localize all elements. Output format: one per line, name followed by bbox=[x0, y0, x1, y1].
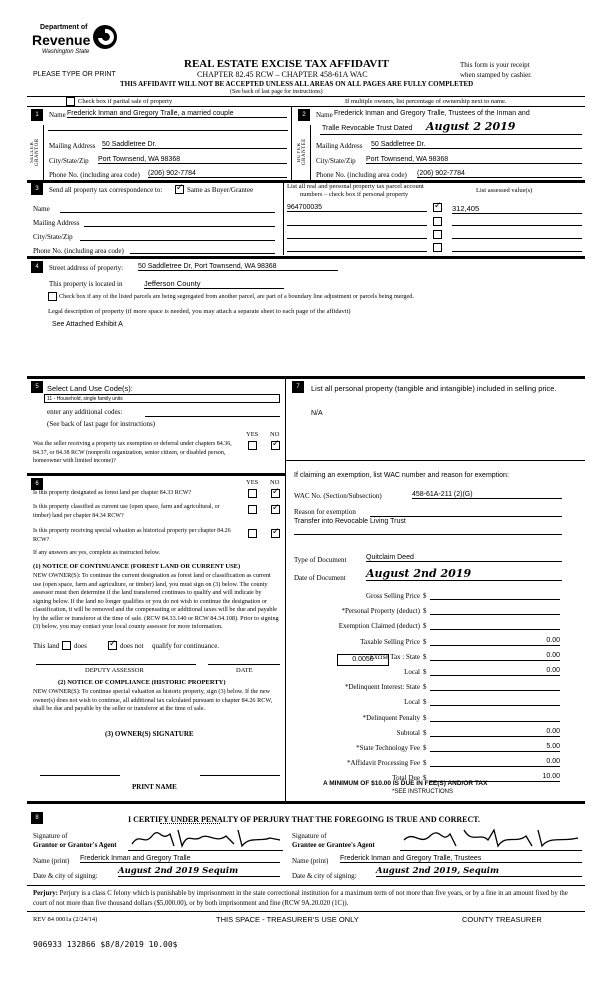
s7-exemption-label: If claiming an exemption, list WAC number and reason for exemption: bbox=[294, 472, 509, 479]
tax-row-dollar: $ bbox=[423, 653, 427, 661]
section-4-number: 4 bbox=[31, 261, 43, 273]
s7-minimum-1: A MINIMUM OF $10.00 IS DUE IN FEE(S) AND/OR TAX bbox=[323, 780, 488, 787]
s7-wac-field[interactable]: 458-61A-211 (2)(G) bbox=[412, 491, 562, 499]
s6-owner-sig: (3) OWNER(S) SIGNATURE bbox=[105, 730, 194, 738]
parcel-3-personal-checkbox[interactable] bbox=[433, 230, 442, 239]
parcel-4-personal-checkbox[interactable] bbox=[433, 243, 442, 252]
rev-number: REV 84 0001a (2/24/14) bbox=[33, 916, 98, 923]
parcel-header-2: numbers – check box if personal property bbox=[300, 191, 409, 198]
s2-name-label: Name bbox=[316, 111, 333, 119]
form-title: REAL ESTATE EXCISE TAX AFFIDAVIT bbox=[184, 58, 389, 70]
s6-question-3: Is this property receiving special valuation as historical property per chapter 84.26 RCW? bbox=[33, 528, 231, 543]
s4-located-field[interactable]: Jefferson County bbox=[144, 279, 284, 289]
s5-q1-yes-checkbox[interactable] bbox=[248, 441, 257, 450]
tax-row-value[interactable] bbox=[430, 591, 560, 600]
tax-row-value[interactable] bbox=[430, 606, 560, 615]
s7-wac-label: WAC No. (Section/Subsection) bbox=[294, 492, 382, 500]
perjury-notice bbox=[33, 889, 583, 909]
assessed-header: List assessed value(s) bbox=[476, 187, 533, 194]
tax-row-dollar: $ bbox=[423, 622, 427, 630]
s2-name-field[interactable]: Frederick Inman and Gregory Tralle, Trustees of the Inman and bbox=[334, 110, 530, 117]
same-as-buyer-checkbox[interactable] bbox=[175, 185, 184, 194]
s1-phone-label: Phone No. (including area code) bbox=[49, 171, 140, 179]
tax-row-label: *Delinquent Penalty bbox=[362, 714, 420, 722]
s2-trust-date-handwritten: August 2 2019 bbox=[426, 120, 516, 133]
s6-question-2: Is this property classified as current use (open space, farm and agricultural, or timber) land per chapter 84.34 RCW? bbox=[33, 504, 220, 519]
s8-sig-grantee-1: Signature of bbox=[292, 832, 327, 840]
s4-located-label: This property is located in bbox=[49, 280, 123, 288]
tax-row-value[interactable] bbox=[430, 621, 560, 630]
tax-row-value[interactable]: 5.00 bbox=[430, 743, 560, 752]
s5-q1-no-checkbox[interactable] bbox=[271, 441, 280, 450]
s6-q3-yes-checkbox[interactable] bbox=[248, 529, 257, 538]
tax-row-label: Local bbox=[404, 698, 420, 706]
parcel-2-personal-checkbox[interactable] bbox=[433, 217, 442, 226]
tax-row-label: *Delinquent Interest: State bbox=[344, 683, 420, 691]
please-type: PLEASE TYPE OR PRINT bbox=[33, 71, 116, 78]
s8-sig-grantee-2: Grantee or Grantee's Agent bbox=[292, 841, 375, 849]
grantor-print-name[interactable]: Frederick Inman and Gregory Tralle bbox=[80, 855, 280, 863]
receipt-line2: when stamped by cashier. bbox=[460, 71, 532, 79]
s7-list-label: List all personal property (tangible and intangible) included in selling price. bbox=[311, 384, 557, 393]
tax-row-dollar: $ bbox=[423, 698, 427, 706]
county-treasurer: COUNTY TREASURER bbox=[462, 915, 542, 924]
s6-notice2-title: (2) NOTICE OF COMPLIANCE (HISTORIC PROPERTY) bbox=[58, 679, 226, 686]
s6-q3-no-checkbox[interactable] bbox=[271, 529, 280, 538]
tax-row-label: *Affidavit Processing Fee bbox=[347, 759, 420, 767]
s1-mailing-field[interactable]: 50 Saddletree Dr. bbox=[102, 141, 287, 149]
s2-city-field[interactable]: Port Townsend, WA 98368 bbox=[366, 156, 582, 164]
section-1-number: 1 bbox=[31, 109, 43, 121]
s6-notice1-title: (1) NOTICE OF CONTINUANCE (FOREST LAND OR CURRENT USE) bbox=[33, 563, 241, 570]
form-chapters: CHAPTER 82.45 RCW – CHAPTER 458-61A WAC bbox=[197, 70, 368, 79]
land-use-select[interactable]: 11 - Household, single family units bbox=[44, 394, 280, 403]
tax-row-value[interactable]: 0.00 bbox=[430, 728, 560, 737]
parcel-header-1: List all real and personal property tax parcel account bbox=[287, 183, 424, 190]
seller-grantor-label: SELLER GRANTOR bbox=[30, 138, 40, 166]
tax-row-value[interactable] bbox=[430, 682, 560, 691]
section-3-number: 3 bbox=[31, 183, 43, 195]
s3-send-label: Send all property tax correspondence to: bbox=[49, 186, 163, 194]
tax-row-dollar: $ bbox=[423, 759, 427, 767]
s6-date: DATE bbox=[236, 667, 253, 674]
grantee-signature[interactable] bbox=[402, 826, 580, 850]
tax-row-dollar: $ bbox=[423, 714, 427, 722]
s7-type-label: Type of Document bbox=[294, 556, 347, 564]
s6-q2-no-checkbox[interactable] bbox=[271, 505, 280, 514]
s6-yes: YES bbox=[246, 479, 259, 486]
s7-date-label: Date of Document bbox=[294, 574, 346, 582]
see-back: (See back of last page for instructions) bbox=[230, 89, 323, 95]
perjury-text: Perjury is a class C felony which is punishable by imprisonment in the state correctional institution for a maximum term of not more than five years, or by a fine in an amount fixed by the court of not more than five thousand dollars ($5,000.00), or by both imprisonment and fine (RCW 9A.20.020 (1C)). bbox=[33, 890, 568, 907]
tax-row-label: Subtotal bbox=[396, 729, 420, 737]
tax-row-dollar: $ bbox=[423, 607, 427, 615]
s4-street-field[interactable]: 50 Saddletree Dr, Port Townsend, WA 98368 bbox=[138, 263, 338, 271]
s5-yes: YES bbox=[246, 431, 259, 438]
partial-sale-checkbox[interactable] bbox=[66, 97, 75, 106]
s1-name-field[interactable]: Frederick Inman and Gregory Tralle, a married couple bbox=[67, 110, 287, 118]
partial-sale-label: Check box if partial sale of property bbox=[78, 98, 173, 105]
tax-row-label: Total Due bbox=[392, 774, 420, 782]
s8-name-print-2: Name (print) bbox=[292, 857, 329, 865]
s4-legal-field[interactable]: See Attached Exhibit A bbox=[52, 321, 123, 328]
tax-row-dollar: $ bbox=[423, 744, 427, 752]
s8-date-city-1: Date & city of signing: bbox=[33, 872, 98, 880]
s4-street-label: Street address of property: bbox=[49, 264, 124, 272]
tax-row-dollar: $ bbox=[423, 668, 427, 676]
dept-line1: Department of bbox=[40, 24, 88, 31]
tax-row-value[interactable]: 0.00 bbox=[430, 652, 560, 661]
s6-this-land: This land bbox=[33, 642, 60, 650]
section-5-number: 5 bbox=[31, 381, 43, 393]
multiple-owners-note: If multiple owners, list percentage of ownership next to name. bbox=[345, 98, 507, 105]
s6-no: NO bbox=[270, 479, 280, 486]
s1-mailing-label: Mailing Address bbox=[49, 142, 96, 150]
grantor-signature[interactable] bbox=[130, 826, 285, 850]
s1-phone-field[interactable]: (206) 902-7784 bbox=[148, 170, 287, 178]
s4-legal-label: Legal description of property (if more space is needed, you may attach a separate sheet to each page of the affidavit) bbox=[48, 308, 351, 315]
tax-row-value[interactable] bbox=[430, 713, 560, 722]
s6-deputy: DEPUTY ASSESSOR bbox=[85, 667, 144, 674]
s7-reason-field[interactable]: Transfer into Revocable Living Trust bbox=[294, 518, 406, 525]
s3-city-label: City/State/Zip bbox=[33, 233, 73, 241]
s6-notice2-body: NEW OWNER(S): To continue special valuation as historic property, sign (3) below. If the new owner(s) does not wish to continue, all additional tax calculated pursuant to chapter 84.26 RCW, shall be due and payable by the seller or transferor at the time of sale. bbox=[33, 688, 273, 712]
warning: THIS AFFIDAVIT WILL NOT BE ACCEPTED UNLESS ALL AREAS ON ALL PAGES ARE FULLY COMPLETED bbox=[120, 80, 474, 88]
tax-row-label: *State Technology Fee bbox=[356, 744, 420, 752]
s8-date-city-2: Date & city of signing: bbox=[292, 872, 357, 880]
cashier-stamp: 906933 132866 $8/8/2019 10.00$ bbox=[33, 940, 178, 949]
s3-mailing-label: Mailing Address bbox=[33, 219, 80, 227]
tax-row-label: Taxable Selling Price bbox=[360, 638, 420, 646]
tax-row-dollar: $ bbox=[423, 683, 427, 691]
s7-minimum-2: *SEE INSTRUCTIONS bbox=[392, 789, 454, 795]
s3-phone-label: Phone No. (including area code) bbox=[33, 247, 124, 255]
s1-city-label: City/State/Zip bbox=[49, 157, 89, 165]
land-does-checkbox[interactable] bbox=[62, 641, 71, 650]
assessed-1[interactable]: 312,405 bbox=[452, 204, 582, 214]
revenue-swirl-icon bbox=[92, 24, 118, 50]
s5-additional-label: enter any additional codes: bbox=[47, 408, 123, 416]
s2-name-field-2[interactable]: Tralle Revocable Trust Dated bbox=[322, 125, 413, 132]
s8-name-print-1: Name (print) bbox=[33, 857, 70, 865]
s8-sig-grantor-1: Signature of bbox=[33, 832, 68, 840]
s2-phone-label: Phone No. (including area code) bbox=[316, 171, 407, 179]
dept-line2: Revenue bbox=[32, 32, 91, 48]
s6-question-1: Is this property designated as forest land per chapter 84.33 RCW? bbox=[33, 490, 192, 496]
land-does-not-checkbox[interactable] bbox=[108, 641, 117, 650]
tax-row-value[interactable]: 0.00 bbox=[430, 637, 560, 646]
s5-question-1: Was the seller receiving a property tax exemption or deferral under chapters 84.36, 84.37, or 84.38 RCW (nonprofit organization, senior citizen, or disabled person, homeowner with limited income)? bbox=[33, 441, 232, 464]
s8-sig-grantor-2: Grantor or Grantor's Agent bbox=[33, 841, 117, 849]
s1-city-field[interactable]: Port Townsend, WA 98368 bbox=[98, 156, 287, 164]
tax-row-dollar: $ bbox=[423, 774, 427, 782]
tax-row-value[interactable]: 0.00 bbox=[430, 758, 560, 767]
s6-qualify: qualify for continuance. bbox=[152, 642, 220, 650]
perjury-bold: Perjury: bbox=[33, 890, 58, 897]
tax-row-value[interactable] bbox=[430, 697, 560, 706]
grantee-print-name[interactable]: Frederick Inman and Gregory Tralle, Trustees bbox=[340, 855, 582, 863]
section-6-number: 6 bbox=[31, 478, 43, 490]
s6-does-not: does not bbox=[120, 642, 144, 650]
tax-row-label: Exemption Claimed (deduct) bbox=[338, 622, 420, 630]
treasurer-space: THIS SPACE - TREASURER'S USE ONLY bbox=[216, 915, 359, 924]
s7-type-field[interactable]: Quitclaim Deed bbox=[366, 554, 562, 562]
buyer-grantee-label: BUYER GRANTEE bbox=[297, 138, 307, 166]
s6-notice1-body: NEW OWNER(S): To continue the current designation as forest land or classification as current use (open space, farm and agriculture, or timber) land, you must sign on (3) below. The county assessor must then determine if the land transferred continues to qualify and will indicate by signing below. If the land no longer qualifies or you do not wish to continue the designation or classification, it will be removed and the compensating or additional taxes will be due and payable by the seller or transferor at the time of sale. (RCW 84.33.140 or RCW 84.34.108). Prior to signing (3) below, you may contact your local county assessor for more information. bbox=[33, 572, 279, 630]
s6-q2-yes-checkbox[interactable] bbox=[248, 505, 257, 514]
parcel-1[interactable]: 964700035 bbox=[287, 204, 427, 212]
segregated-checkbox[interactable] bbox=[48, 292, 57, 301]
local-rate-box[interactable]: 0.0050 bbox=[337, 654, 389, 666]
tax-row-dollar: $ bbox=[423, 592, 427, 600]
receipt-line1: This form is your receipt bbox=[460, 61, 530, 69]
tax-row-value[interactable]: 10.00 bbox=[430, 773, 560, 782]
s2-city-label: City/State/Zip bbox=[316, 157, 356, 165]
tax-row-value[interactable]: 0.00 bbox=[430, 667, 560, 676]
s3-same-as-label: Same as Buyer/Grantee bbox=[187, 186, 254, 194]
s6-q1-yes-checkbox[interactable] bbox=[248, 489, 257, 498]
s2-phone-field[interactable]: (206) 902-7784 bbox=[417, 170, 582, 178]
grantee-date-city[interactable]: August 2nd 2019, Sequim bbox=[376, 866, 582, 877]
s3-name-label: Name bbox=[33, 205, 50, 213]
section-7-number: 7 bbox=[292, 381, 304, 393]
dor-logo bbox=[28, 22, 128, 68]
s4-segregated-label: Check box if any of the listed parcels are being segregated from another parcel, are part of a boundary line adjustment or parcels being merged. bbox=[59, 293, 414, 300]
tax-row-label: Excise Tax : State bbox=[369, 653, 420, 661]
s2-mailing-field[interactable]: 50 Saddletree Dr. bbox=[371, 141, 582, 149]
s5-land-use-label: Select Land Use Code(s): bbox=[47, 384, 133, 393]
s7-reason-label: Reason for exemption bbox=[294, 508, 356, 516]
section-2-number: 2 bbox=[298, 109, 310, 121]
s5-see-back: (See back of last page for instructions) bbox=[47, 420, 156, 428]
dept-line3: Washington State bbox=[42, 49, 90, 55]
s7-list-value[interactable]: N/A bbox=[311, 410, 323, 417]
tax-row-label: Local bbox=[404, 668, 420, 676]
s6-print-name: PRINT NAME bbox=[132, 783, 177, 791]
s6-if-yes: If any answers are yes, complete as instructed below. bbox=[33, 550, 161, 556]
parcel-1-personal-checkbox[interactable] bbox=[433, 203, 442, 212]
s6-does: does bbox=[74, 642, 87, 650]
s5-no: NO bbox=[270, 431, 280, 438]
section-8-number: 8 bbox=[31, 812, 43, 824]
s8-certify: I CERTIFY UNDER PENALTY OF PERJURY THAT THE FOREGOING IS TRUE AND CORRECT. bbox=[128, 815, 481, 824]
s2-mailing-label: Mailing Address bbox=[316, 142, 363, 150]
tax-row-dollar: $ bbox=[423, 729, 427, 737]
tax-row-label: *Personal Property (deduct) bbox=[341, 607, 420, 615]
s7-date-field[interactable]: August 2nd 2019 bbox=[366, 567, 562, 581]
s1-name-label: Name bbox=[49, 111, 66, 119]
grantor-date-city[interactable]: August 2nd 2019 Sequim bbox=[118, 866, 280, 877]
tax-row-label: Gross Selling Price bbox=[365, 592, 420, 600]
s6-q1-no-checkbox[interactable] bbox=[271, 489, 280, 498]
tax-row-dollar: $ bbox=[423, 638, 427, 646]
